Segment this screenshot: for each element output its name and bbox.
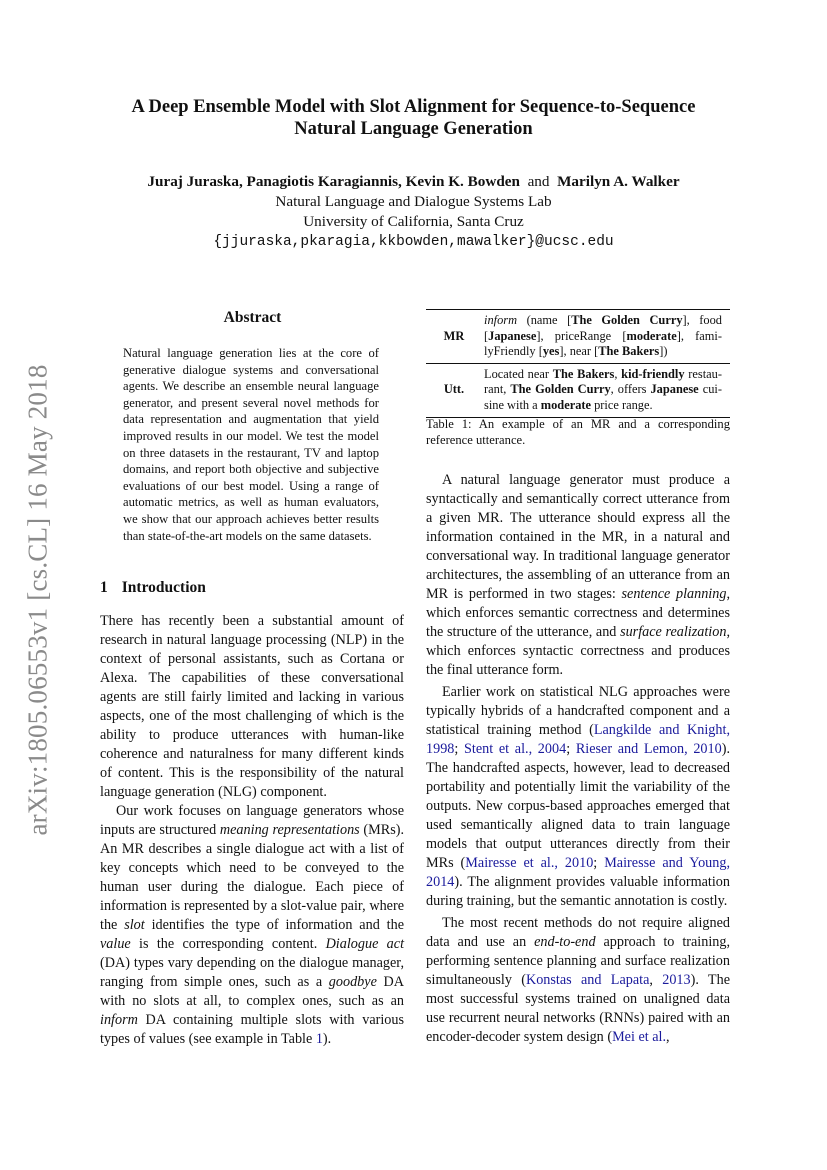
emphasis: meaning representations: [219, 822, 360, 838]
text-run: , which enforces semantic correctness and determines the structure of the utterance, and: [426, 586, 730, 640]
paper-title: [0, 96, 827, 140]
affiliation-university: University of California, Santa Cruz: [303, 213, 524, 230]
text-run: cuisine with a: [484, 382, 722, 412]
slot-value: The Golden Curry: [571, 313, 683, 327]
slot-value: moderate: [540, 397, 592, 412]
right-column-body: [426, 471, 730, 1047]
text-run: (DA) types vary depending on the dialogue manager, ranging from simple ones, such as a: [100, 955, 404, 990]
emphasis: end-to-end: [534, 934, 596, 950]
intro-paragraph-2: [100, 802, 404, 1049]
text-run: DA with no slots at all, to complex ones, such as an: [100, 974, 404, 1009]
author-names-main: Juraj Juraska, Panagiotis Karagiannis, Kevin K. Bowden: [147, 173, 520, 190]
text-run: ]): [659, 344, 668, 359]
arxiv-stamp: [18, 350, 58, 850]
table-row-mr: [426, 310, 730, 364]
emphasis: Dialogue act: [325, 936, 405, 952]
table-1-caption: Table 1: An example of an MR and a corresponding reference utterance.: [426, 417, 730, 447]
text-run: identifies the type of information and the: [144, 917, 405, 933]
table-reference-link[interactable]: 1: [315, 1031, 323, 1047]
text-run: ], food [: [484, 313, 722, 343]
text-run: restaurant,: [484, 366, 722, 397]
emphasis: value: [100, 936, 131, 952]
slot-value: Japanese: [650, 382, 699, 397]
citation-link[interactable]: Stent et al., 2004: [464, 741, 567, 757]
slot-value: The Golden Curry: [510, 382, 611, 397]
slot-value: yes: [542, 344, 560, 359]
slot-value: Japanese: [488, 328, 537, 343]
author-conjunction: and: [527, 173, 550, 190]
title-line-1: A Deep Ensemble Model with Slot Alignment for Sequence-to-Sequence: [131, 97, 696, 117]
author-emails: {jjuraska,pkaragia,kkbowden,mawalker}@ucsc.edu: [213, 234, 614, 250]
text-run: ], near [: [559, 344, 599, 359]
author-name-last: Marilyn A. Walker: [557, 173, 680, 190]
text-run: ). The handcrafted aspects, however, lead to decreased portability and potentially limit the variability of the outputs. New corpus-based approaches emerged that used semantically aligned data to train language models that output utterances directly from their MRs (: [426, 741, 730, 871]
section-number: 1: [100, 579, 108, 596]
text-run: ). The alignment provides valuable information during training, but the semantic annotation is costly.: [426, 874, 730, 909]
citation-link[interactable]: Konstas and Lapata: [525, 972, 650, 988]
citation-link[interactable]: 2013: [662, 972, 691, 988]
citation-link[interactable]: Rieser and Lemon, 2010: [575, 741, 722, 757]
text-run: ], familyFriendly [: [484, 328, 722, 359]
text-run: The most recent methods do not require aligned data and use an: [426, 915, 730, 950]
abstract-text: Natural language generation lies at the core of generative dialogue systems and conversational agents. We describe an ensemble neural language generator, and present several novel methods for data representation and augmentation that yield improved results in our model. We test the model on three datasets in the restaurant, TV and laptop domains, and report both objective and subjective evaluations of our best model. Using a range of automatic metrics, as well as human evaluators, we show that our approach achieves better results than state-of-the-art models on the same datasets.: [123, 346, 379, 543]
author-block: [0, 172, 827, 252]
text-run: ;: [566, 741, 576, 757]
emphasis: inform: [100, 1012, 138, 1028]
text-run: Located near: [484, 366, 553, 381]
text-run: ).: [322, 1031, 332, 1047]
arxiv-stamp-text: arXiv:1805.06553v1 [cs.CL] 16 May 2018: [22, 364, 53, 836]
table-row-utterance: [426, 363, 730, 417]
citation-link[interactable]: Mairesse and Young, 2014: [426, 855, 730, 890]
affiliation-lab: Natural Language and Dialogue Systems Lab: [275, 193, 552, 210]
text-run: , offers: [610, 382, 651, 397]
section-title: Introduction: [121, 579, 206, 596]
slot-value: The Bakers: [552, 366, 615, 381]
text-run: ,: [614, 366, 622, 381]
text-run: ;: [454, 741, 465, 757]
author-names: [0, 172, 827, 192]
dialogue-act: inform: [484, 313, 518, 327]
citation-link[interactable]: Langkilde and Knight, 1998: [426, 722, 730, 757]
text-run: ;: [593, 855, 605, 871]
text-run: Our work focuses on language generators whose inputs are structured: [100, 803, 404, 838]
slot-value: The Bakers: [598, 344, 660, 359]
row-label: Utt.: [443, 382, 465, 397]
citation-link[interactable]: Mei et al.: [612, 1029, 667, 1045]
text-run: ,: [649, 972, 663, 988]
row-label: MR: [443, 328, 465, 343]
emphasis: surface realization: [620, 624, 727, 640]
text-run: ,: [666, 1029, 670, 1045]
text-run: (name [: [517, 313, 572, 327]
text-run: (MRs). An MR describes a single dialogue act with a list of key concepts which need to be conveyed to the human user during the dialogue. Each piece of information is represented by a slot-value pair, where the: [100, 822, 404, 933]
text-run: is the corresponding content.: [130, 936, 326, 952]
row-content: [480, 310, 730, 364]
abstract-heading: Abstract: [223, 309, 282, 326]
text-run: price range.: [591, 397, 653, 412]
right-paragraph-1: [426, 471, 730, 680]
slot-value: moderate: [626, 328, 677, 343]
slot-value: kid-friendly: [621, 366, 685, 381]
right-paragraph-2: [426, 683, 730, 911]
section-heading-introduction: [100, 579, 206, 597]
text-run: ], priceRange [: [536, 328, 627, 343]
intro-paragraph-1: There has recently been a substantial amount of research in natural language processing (NLP) in the context of personal assistants, such as Cortana or Alexa. The capabilities of these conversational agents are still fairly limited and lacking in various aspects, one of the most challenging of which is the ability to produce utterances with human-like coherence and naturalness for many different kinds of content. This is the responsibility of the natural language generation (NLG) component.: [100, 613, 404, 800]
row-content: [480, 363, 730, 417]
table-1: [426, 309, 730, 418]
text-run: Earlier work on statistical NLG approaches were typically hybrids of a handcrafted component and a statistical training method (: [426, 684, 730, 738]
text-run: approach to training, performing sentence planning and surface realization simultaneously (: [426, 934, 730, 988]
text-run: , which enforces syntactic correctness and produces the final utterance form.: [426, 624, 730, 678]
text-run: ). The most successful systems trained on unaligned data use recurrent neural networks (RNNs) paired with an encoder-decoder system design (: [426, 972, 730, 1045]
text-run: DA containing multiple slots with various types of values (see example in Table: [100, 1012, 404, 1047]
title-line-2: Natural Language Generation: [294, 119, 533, 139]
citation-link[interactable]: Mairesse et al., 2010: [465, 855, 594, 871]
emphasis: goodbye: [328, 974, 377, 990]
left-column-body: [100, 612, 404, 1049]
emphasis: slot: [124, 917, 145, 933]
text-run: A natural language generator must produce a syntactically and semantically correct utterance from a given MR. The utterance should express all the information contained in the MR, in a natural and conversational way. In traditional language generator architectures, the assembling of an utterance from an MR is performed in two stages:: [426, 472, 730, 602]
right-paragraph-3: [426, 914, 730, 1047]
emphasis: sentence planning: [621, 586, 727, 602]
